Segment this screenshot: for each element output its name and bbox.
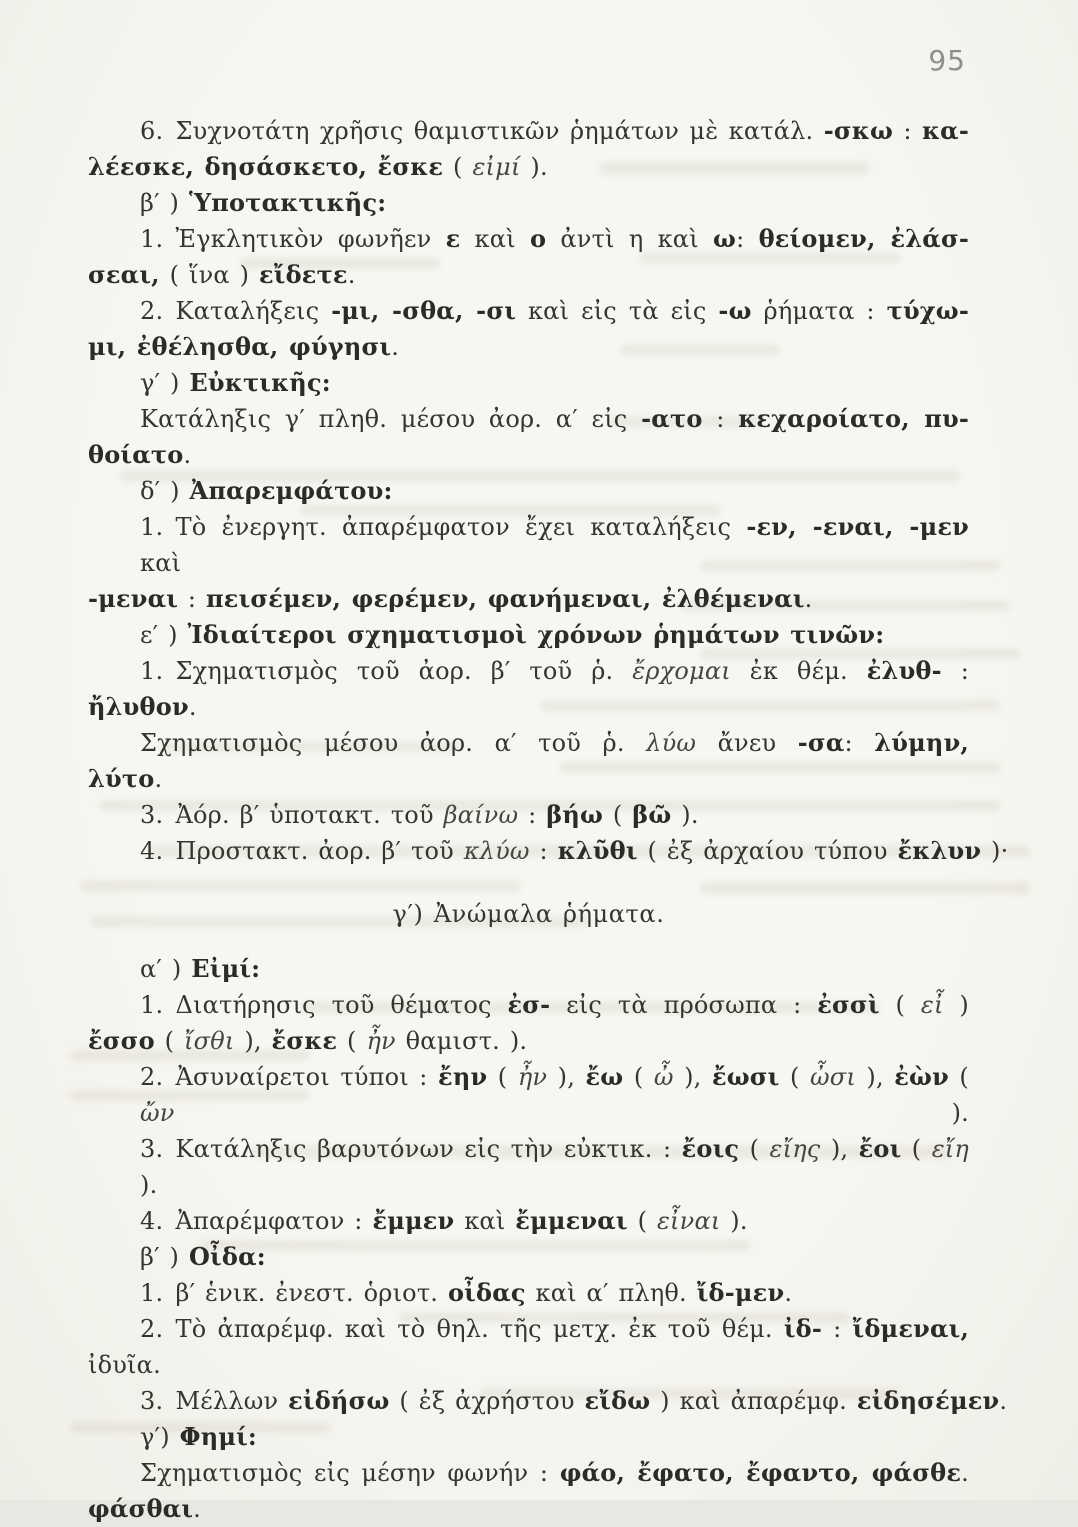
text-segment: ἔκλυν bbox=[897, 836, 982, 865]
text-segment: . bbox=[154, 765, 163, 793]
line-heading-aparemfatou bbox=[88, 473, 969, 509]
text-segment: Φημί: bbox=[179, 1422, 257, 1451]
text-segment: : bbox=[822, 1315, 853, 1343]
text-segment: : bbox=[178, 585, 207, 613]
line-idia-4 bbox=[88, 833, 1009, 869]
text-segment: . bbox=[347, 261, 356, 289]
line-ypo-1a bbox=[88, 221, 969, 257]
text-segment: ἐὼν bbox=[894, 1062, 949, 1091]
text-segment: 3. Ἀόρ. β′ ὑποτακτ. τοῦ bbox=[140, 801, 444, 829]
text-segment: . bbox=[999, 1387, 1008, 1415]
text-segment: ( bbox=[879, 991, 921, 1019]
text-segment: 2. Καταλήξεις bbox=[140, 297, 332, 325]
text-segment: θείομεν, ἐλάσ- bbox=[758, 224, 969, 253]
line-oida-2a bbox=[88, 1311, 969, 1347]
text-segment: πεισέμεν, φερέμεν, φανήμεναι, ἐλθέμεναι bbox=[206, 584, 805, 613]
text-segment: καὶ εἰς τὰ εἰς bbox=[516, 297, 719, 325]
text-segment: Εἰμί: bbox=[191, 954, 261, 983]
text-segment: : bbox=[702, 405, 739, 433]
text-segment: . bbox=[188, 693, 197, 721]
text-segment: ) καὶ ἀπαρέμφ. bbox=[650, 1387, 857, 1415]
text-segment: : bbox=[844, 729, 875, 757]
text-segment: ε bbox=[445, 224, 461, 253]
text-segment: εἰς τὰ πρόσωπα : bbox=[550, 991, 818, 1019]
text-segment: φάσθαι bbox=[88, 1494, 194, 1523]
text-segment: ὦ bbox=[653, 1063, 674, 1091]
line-oida-2b bbox=[88, 1347, 969, 1383]
text-segment: ). bbox=[520, 153, 548, 181]
text-segment: εἶ bbox=[920, 991, 944, 1019]
line-eimi-1a bbox=[88, 987, 969, 1023]
text-segment: ἀντὶ η καὶ bbox=[546, 225, 714, 253]
line-oida-3 bbox=[88, 1383, 1008, 1419]
text-segment: ο bbox=[529, 224, 547, 253]
line-apar-1b bbox=[88, 581, 969, 617]
text-segment: ἔσκε bbox=[271, 1026, 338, 1055]
line-idia-3 bbox=[88, 797, 969, 833]
text-segment: Εὐκτικῆς: bbox=[189, 368, 331, 397]
text-segment: ἔσσο bbox=[88, 1026, 155, 1055]
text-segment: -μι, -σθα, -σι bbox=[331, 296, 517, 325]
line-eimi-3 bbox=[88, 1131, 969, 1203]
text-segment: εἴη bbox=[931, 1135, 969, 1163]
text-segment: 1. Τὸ ἐνεργητ. ἀπαρέμφατον ἔχει καταλήξεις bbox=[140, 513, 747, 541]
text-segment: ), bbox=[673, 1063, 712, 1091]
line-eimi-1b bbox=[88, 1023, 969, 1059]
line-heading-idiaiteroi bbox=[88, 617, 969, 653]
line-eukt-1a bbox=[88, 401, 969, 437]
text-segment: γ′) Ἀνώμαλα ῥήματα. bbox=[392, 900, 665, 928]
text-segment: 1. Σχηματισμὸς τοῦ ἀορ. β′ τοῦ ῥ. bbox=[140, 657, 633, 685]
text-segment: ἰδ- bbox=[783, 1314, 823, 1343]
text-segment: καὶ α′ πληθ. bbox=[525, 1279, 697, 1307]
text-segment: καὶ bbox=[140, 549, 182, 577]
text-segment: γ′ ) bbox=[140, 369, 190, 397]
text-segment: ἐκ θέμ. bbox=[730, 657, 867, 685]
text-segment: μι, ἐθέλησθα, φύγησι bbox=[88, 332, 392, 361]
text-segment: οἶδας bbox=[447, 1278, 526, 1307]
text-segment: εἴδετε bbox=[258, 260, 348, 289]
text-segment: ἔρχομαι bbox=[632, 657, 731, 685]
text-segment: ( bbox=[487, 1063, 518, 1091]
text-segment: καὶ bbox=[454, 1207, 516, 1235]
text-segment: -εν, -εναι, -μεν bbox=[746, 512, 969, 541]
text-segment: κεχαροίατο, πυ- bbox=[738, 404, 969, 433]
line-oida-1 bbox=[88, 1275, 969, 1311]
text-segment: Οἶδα: bbox=[188, 1242, 266, 1271]
line-heading-eimi bbox=[88, 951, 969, 987]
text-segment: ἔμμεναι bbox=[515, 1206, 628, 1235]
text-segment: . bbox=[183, 441, 192, 469]
text-segment: λύτο bbox=[88, 764, 155, 793]
text-segment: ), bbox=[547, 1063, 586, 1091]
text-segment: ( bbox=[739, 1135, 770, 1163]
line-ypo-2a bbox=[88, 293, 969, 329]
text-segment: 3. Μέλλων bbox=[140, 1387, 289, 1415]
text-segment: 6. Συχνοτάτη χρῆσις θαμιστικῶν ῥημάτων μὲ κατάλ. bbox=[140, 117, 824, 145]
text-segment: εἰμί bbox=[472, 153, 521, 181]
text-segment: 1. Ἐγκλητικὸν φωνῆεν bbox=[140, 225, 446, 253]
text-segment: -σα bbox=[797, 728, 845, 757]
text-segment: Ἰδιαίτεροι σχηματισμοὶ χρόνων ῥημάτων τινῶν: bbox=[187, 620, 885, 649]
text-segment: καὶ bbox=[460, 225, 530, 253]
text-segment: : bbox=[893, 117, 922, 145]
text-segment: εἰδήσω bbox=[288, 1386, 390, 1415]
text-segment: : bbox=[529, 837, 558, 865]
text-segment: . bbox=[804, 585, 813, 613]
line-heading-ypotaktikis bbox=[88, 185, 969, 221]
text-segment: ἄνευ bbox=[696, 729, 798, 757]
line-eimi-2 bbox=[88, 1059, 969, 1131]
text-segment: ( bbox=[779, 1063, 810, 1091]
text-segment: σεαι, bbox=[88, 260, 160, 289]
text-segment: εἰδησέμεν bbox=[856, 1386, 1000, 1415]
line-heading-oida bbox=[88, 1239, 969, 1275]
text-segment: εἶναι bbox=[656, 1207, 721, 1235]
text-segment: 4. Προστακτ. ἀορ. β′ τοῦ bbox=[140, 837, 464, 865]
text-segment: -ω bbox=[718, 296, 752, 325]
text-segment: ), bbox=[820, 1135, 859, 1163]
text-segment: : bbox=[736, 225, 759, 253]
page-number: 95 bbox=[928, 44, 966, 77]
line-apar-1a bbox=[88, 509, 969, 581]
text-segment: ἐσ- bbox=[507, 990, 551, 1019]
text-segment: ἔοι bbox=[858, 1134, 902, 1163]
text-segment: ἤλυθον bbox=[88, 692, 189, 721]
text-segment: ὦσι bbox=[809, 1063, 856, 1091]
text-segment: ). bbox=[720, 1207, 748, 1235]
text-segment: Σχηματισμὸς εἰς μέσην φωνήν : bbox=[140, 1459, 560, 1487]
text-segment: -ατο bbox=[641, 404, 703, 433]
text-segment: ( bbox=[443, 153, 473, 181]
text-segment: . bbox=[784, 1279, 793, 1307]
text-segment: ω bbox=[713, 224, 737, 253]
text-segment: ἐσσὶ bbox=[817, 990, 880, 1019]
text-segment: 1. Διατήρησις τοῦ θέματος bbox=[140, 991, 508, 1019]
text-segment: βῶ bbox=[632, 800, 672, 829]
text-segment: γ′) bbox=[140, 1423, 180, 1451]
text-segment: εἴης bbox=[769, 1135, 821, 1163]
text-segment: κα- bbox=[921, 116, 969, 145]
text-segment: β′ ) bbox=[140, 189, 189, 217]
text-segment: α′ ) bbox=[140, 955, 192, 983]
text-segment: ( bbox=[337, 1027, 367, 1055]
text-segment: β′ ) bbox=[140, 1243, 189, 1271]
text-segment: ἦν bbox=[366, 1027, 396, 1055]
text-segment: )· bbox=[981, 837, 1009, 865]
text-segment: . bbox=[391, 333, 400, 361]
line-idia-1b bbox=[88, 689, 969, 725]
line-idia-2b bbox=[88, 761, 969, 797]
text-segment: λύμην, bbox=[874, 728, 969, 757]
text-segment: Ὑποτακτικῆς: bbox=[188, 188, 387, 217]
text-segment: ). bbox=[140, 1171, 158, 1199]
text-segment: ), bbox=[234, 1027, 272, 1055]
text-segment: ( ἵνα ) bbox=[159, 261, 259, 289]
line-section6-2 bbox=[88, 149, 969, 185]
text-segment: 2. Ἀσυναίρετοι τύποι : bbox=[140, 1063, 439, 1091]
line-heading-anomala bbox=[88, 896, 969, 932]
text-segment: ) bbox=[943, 991, 969, 1019]
text-segment: -σκω bbox=[823, 116, 893, 145]
text-segment: ἦν bbox=[517, 1063, 548, 1091]
text-segment: ( bbox=[603, 801, 633, 829]
text-segment: . bbox=[961, 1459, 969, 1487]
line-section6-1 bbox=[88, 113, 969, 149]
line-heading-euktikis bbox=[88, 365, 969, 401]
line-heading-fimi bbox=[88, 1419, 969, 1455]
text-segment: ῥήματα : bbox=[751, 297, 887, 325]
text-segment: ( bbox=[948, 1063, 969, 1091]
text-segment: ἐλυθ- bbox=[866, 656, 942, 685]
text-segment: λέεσκε, δησάσκετο, ἔσκε bbox=[88, 152, 444, 181]
text-segment: ε′ ) bbox=[140, 621, 188, 649]
text-segment: λύω bbox=[646, 729, 697, 757]
text-segment: ἔω bbox=[585, 1062, 624, 1091]
text-segment: τύχω- bbox=[886, 296, 970, 325]
text-segment: Ἀπαρεμφάτου: bbox=[189, 476, 393, 505]
text-segment: . bbox=[193, 1495, 202, 1523]
line-idia-1a bbox=[88, 653, 969, 689]
text-segment: ( bbox=[627, 1207, 657, 1235]
text-segment: ( bbox=[901, 1135, 932, 1163]
text-segment: ἴδμεναι, bbox=[852, 1314, 969, 1343]
line-eukt-1b bbox=[88, 437, 969, 473]
text-segment: ἴδ-μεν bbox=[696, 1278, 785, 1307]
text-segment: ἔην bbox=[438, 1062, 488, 1091]
text-segment: κλύω bbox=[463, 837, 530, 865]
text-segment: 2. Τὸ ἀπαρέμφ. καὶ τὸ θηλ. τῆς μετχ. ἐκ τοῦ θέμ. bbox=[140, 1315, 784, 1343]
text-segment: Κατάληξις γ′ πληθ. μέσου ἀορ. α′ εἰς bbox=[140, 405, 642, 433]
text-segment: ὤν bbox=[140, 1099, 175, 1127]
text-segment: ἔμμεν bbox=[372, 1206, 455, 1235]
line-ypo-1b bbox=[88, 257, 969, 293]
text-segment: βήω bbox=[546, 800, 604, 829]
text-segment: 4. Ἀπαρέμφατον : bbox=[140, 1207, 373, 1235]
text-segment: εἴδω bbox=[584, 1386, 651, 1415]
text-segment: θοίατο bbox=[88, 440, 184, 469]
text-segment: ἴσθι bbox=[184, 1027, 235, 1055]
text-segment: 1. β′ ἑνικ. ἐνεστ. ὁριοτ. bbox=[140, 1279, 448, 1307]
text-segment: ἔοις bbox=[681, 1134, 740, 1163]
text-segment: ἔωσι bbox=[711, 1062, 780, 1091]
text-segment: ( bbox=[623, 1063, 654, 1091]
line-fimi-1a bbox=[88, 1455, 969, 1491]
line-ypo-2b bbox=[88, 329, 969, 365]
text-segment: θαμιστ. ). bbox=[395, 1027, 528, 1055]
text-segment: δ′ ) bbox=[140, 477, 190, 505]
text-segment: φάο, ἔφατο, ἔφαντο, φάσθε bbox=[559, 1458, 962, 1487]
text-segment: ). bbox=[174, 1099, 969, 1127]
text-segment: ( ἐξ ἀχρήστου bbox=[389, 1387, 585, 1415]
text-segment: ἰδυῖα. bbox=[88, 1351, 161, 1379]
text-segment: ( ἐξ ἀρχαίου τύπου bbox=[637, 837, 898, 865]
text-segment: Σχηματισμὸς μέσου ἀορ. α′ τοῦ ῥ. bbox=[140, 729, 647, 757]
text-segment: ( bbox=[154, 1027, 185, 1055]
text-segment: -μεναι bbox=[88, 584, 179, 613]
text-segment: ). bbox=[671, 801, 699, 829]
line-idia-2a bbox=[88, 725, 969, 761]
text-segment: : bbox=[941, 657, 969, 685]
text-segment: ), bbox=[855, 1063, 895, 1091]
line-fimi-1b bbox=[88, 1491, 969, 1527]
line-eimi-4 bbox=[88, 1203, 969, 1239]
text-segment: 3. Κατάληξις βαρυτόνων εἰς τὴν εὐκτικ. : bbox=[140, 1135, 682, 1163]
text-block bbox=[88, 113, 1009, 1527]
text-segment: κλῦθι bbox=[557, 836, 638, 865]
text-segment: : bbox=[518, 801, 547, 829]
text-segment: βαίνω bbox=[443, 801, 519, 829]
